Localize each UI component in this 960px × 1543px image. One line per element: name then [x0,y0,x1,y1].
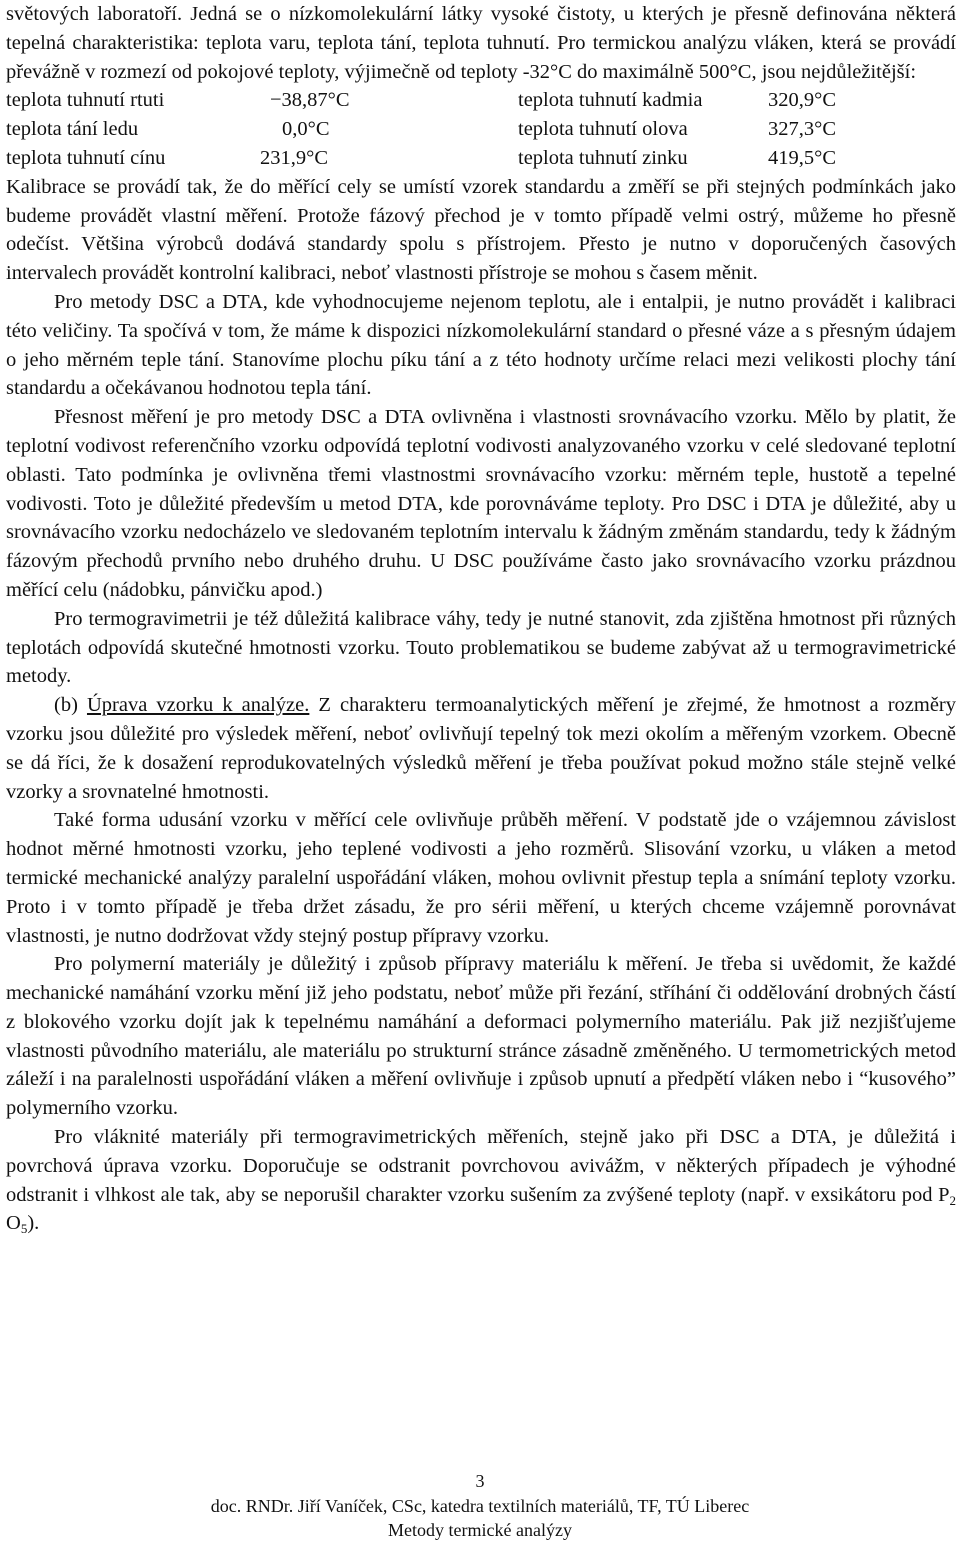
calibration-standards-table [6,86,956,172]
document-page [6,0,956,1238]
subscript: 2 [949,1192,956,1208]
intro-paragraph: světových laboratoří. Jedná se o nízkomolekulární látky vysoké čistoty, u kterých je přesně definována některá tepelná charakteristika: teplota varu, teplota tání, teplota tuhnutí. Pro termickou analýzu vláken, která se provádí převážně v rozmezí od pokojové teploty, výjimečně od teploty -32°C do maximálně 500°C, jsou nejdůležitější: [6,3,956,83]
footer-title: Metody termické analýzy [388,1520,572,1540]
thermogravimetry-paragraph: Pro termogravimetrii je též důležitá kalibrace váhy, tedy je nutné stanovit, zda zjištěna hmotnost při různých teplotách odpovídá skutečné hmotnosti vzorku. Touto problematikou se budeme zabývat až u termogravimetrické metody. [6,607,956,688]
enthalpy-calibration-paragraph: Pro metody DSC a DTA, kde vyhodnocujeme nejenom teplotu, ale i entalpii, je nutno provádět i kalibraci této veličiny. Ta spočívá v tom, že máme k dispozici nízkomolekulární standard o přesné váze a s přesným údajem o jeho měrném teple tání. Stanovíme plochu píku tání a z této hodnoty určíme relaci mezi velikosti plochy tání standardu a očekávanou hodnotou tepla tání. [6,290,956,400]
sample-packing-paragraph: Také forma udusání vzorku v měřící cele ovlivňuje průběh měření. V podstatě jde o vzájemnou závislost hodnot měrné hmotnosti vzorku, jeho teplené vodivosti a jeho rozměrů. Slisování vzorku, u vláken a metod termické mechanické analýzy paralelní uspořádání vláken, mohou ovlivnit přestup tepla a snímání teploty vzorku. Proto i v tomto případě je třeba držet zásadu, že pro sérii měření, u kterých chceme vzájemně porovnávat vlastnosti, je nutno dodržovat vždy stejný postup přípravy vzorku. [6,809,956,947]
standard-label: teplota tuhnutí kadmia [518,89,703,112]
fiber-surface-paragraph [6,1123,956,1238]
standard-label: teplota tuhnutí cínu [6,146,166,169]
standard-value: 231,9°C [260,146,328,169]
standard-value: −38,87°C [270,89,350,112]
reference-sample-paragraph: Přesnost měření je pro metody DSC a DTA ovlivněna i vlastnosti srovnávacího vzorku. Mělo by platit, že teplotní vodivost referenčního vzorku odpovídá teplotní vodivosti analyzovaného vzorku v celé sledované teplotní oblasti. Tato podmínka je ovlivněna třemi vlastnostmi srovnávacího vzorku: měrném teple, hustotě a tepelné vodivosti. Toto je důležité především u metod DTA, kde porovnáváme teploty. Pro DSC i DTA je důležité, aby u srovnávacího vzorku nedocházelo ve sledovaném teplotním intervalu k žádným změnám standardu, tedy k žádným fázovým přechodů prvního nebo druhého druhu. U DSC používáme často jako srovnávacího vzorku prázdnou měřící celu (nádobku, pánvičku apod.) [6,406,956,601]
calibration-procedure-paragraph: Kalibrace se provádí tak, že do měřící cely se umístí vzorek standardu a změří se při stejných podmínkách jako budeme provádět vlastní měření. Protože fázový přechod je v tomto případě velmi ostrý, můžeme ho přesně odečíst. Většina výrobců dodává standardy spolu s přístrojem. Přesto je nutno v doporučených časových intervalech provádět kontrolní kalibraci, neboť vlastnosti přístroje se mohou s časem měnit. [6,175,956,285]
polymer-preparation-paragraph: Pro polymerní materiály je důležitý i způsob přípravy materiálu k měření. Je třeba si uvědomit, že každé mechanické namáhání vzorku mění již jeho podstatu, neboť může při řezání, stříhání či oddělování drobných částí z blokového vzorku dojít jak k tepelnému namáhání a deformaci polymerního materiálu. Pak již nezjišťujeme vlastnosti původního materiálu, ale materiálu po strukturní stránce zásadně změněného. U termometrických metod záleží i na paralelnosti uspořádání vláken a měření ovlivňuje i způsob upnutí a předpětí vláken nebo i “kusového” polymerního vzorku. [6,953,956,1120]
table-row [6,115,956,144]
footer-author: doc. RNDr. Jiří Vaníček, CSc, katedra textilních materiálů, TF, TÚ Liberec [210,1496,750,1516]
section-heading: Úprava vzorku k analýze. [86,694,310,717]
standard-value: 327,3°C [768,118,836,141]
section-marker: (b) [54,694,87,717]
table-row [6,86,956,115]
paragraph-text: Z charakteru termoanalytických měření je zřejmé, že hmotnost a rozměry vzorku jsou důležité pro výsledek měření, neboť ovlivňují tepelný tok mezi okolím a měřeným vzorkem. Obecně se dá říci, že k dosažení reprodukovatelných výsledků měření je třeba používat pokud možno stále stejně velké vzorky a srovnatelné hmotnosti. [6,694,956,803]
subscript: 5 [20,1221,28,1237]
standard-value: 0,0°C [282,118,330,141]
page-number: 3 [475,1471,485,1491]
table-row [6,144,956,173]
standard-label: teplota tuhnutí olova [518,118,688,141]
paragraph-text: O [6,1212,21,1235]
standard-value: 419,5°C [768,146,836,169]
paragraph-text: Pro vláknité materiály při termogravimetrických měřeních, stejně jako při DSC a DTA, je důležitá i povrchová úprava vzorku. Doporučuje se odstranit povrchovou avivážm, v některých případech je výhodné odstranit i vlhkost ale tak, aby se neporušil charakter vzorku sušením za zvýšené teploty (např. v exsikátoru pod P [6,1126,956,1206]
standard-label: teplota tuhnutí zinku [518,146,688,169]
standard-label: teplota tuhnutí rtuti [6,89,165,112]
standard-value: 320,9°C [768,89,836,112]
sample-preparation-paragraph [6,691,956,806]
paragraph-text: ). [27,1212,40,1235]
standard-label: teplota tání ledu [6,118,139,141]
